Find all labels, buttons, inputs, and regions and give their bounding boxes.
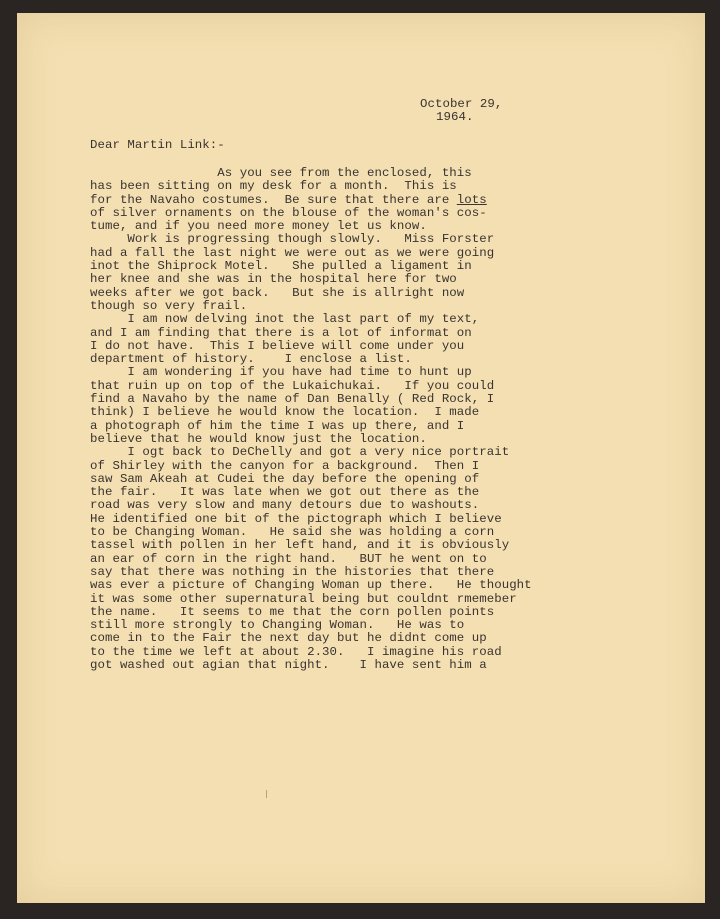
body-line: a photograph of him the time I was up there, and I (90, 418, 465, 433)
typewritten-letter (17, 13, 705, 903)
date-line-2: 1964. (436, 110, 474, 125)
body-line: that ruin up on top of the Lukaichukai. If you could (90, 378, 495, 393)
body-line: inot the Shiprock Motel. She pulled a ligament in (90, 259, 472, 274)
letter-page (17, 13, 705, 903)
body-line: I ogt back to DeChelly and got a very nice portrait (90, 445, 510, 460)
body-line: to the time we left at about 2.30. I imagine his road (90, 644, 502, 659)
body-line: has been sitting on my desk for a month. This is (90, 179, 457, 194)
body-line: though so very frail. (90, 298, 248, 313)
letter-body (90, 167, 700, 672)
body-line: Work is progressing though slowly. Miss Forster (90, 232, 495, 247)
body-line: for the Navaho costumes. Be sure that there are lots (90, 192, 487, 207)
body-line: still more strongly to Changing Woman. He was to (90, 618, 465, 633)
body-line: of silver ornaments on the blouse of the woman's cos- (90, 205, 487, 220)
body-line: say that there was nothing in the histories that there (90, 564, 495, 579)
body-line: the name. It seems to me that the corn pollen points (90, 604, 495, 619)
letter-date (420, 98, 502, 125)
body-line: saw Sam Akeah at Cudei the day before the opening of (90, 471, 480, 486)
body-line: tume, and if you need more money let us know. (90, 219, 427, 234)
body-line: the fair. It was late when we got out there as the (90, 485, 480, 500)
body-line: weeks after we got back. But she is allright now (90, 285, 465, 300)
body-line: believe that he would know just the location. (90, 431, 427, 446)
body-line: it was some other supernatural being but couldnt rmemeber (90, 591, 517, 606)
body-line: road was very slow and many detours due to washouts. (90, 498, 480, 513)
body-line: tassel with pollen in her left hand, and it is obviously (90, 538, 510, 553)
body-line: was ever a picture of Changing Woman up there. He thought (90, 578, 532, 593)
body-line: her knee and she was in the hospital here for two (90, 272, 457, 287)
paper-mark (266, 790, 267, 798)
body-line: He identified one bit of the pictograph which I believe (90, 511, 502, 526)
body-line: to be Changing Woman. He said she was holding a corn (90, 525, 495, 540)
body-line: had a fall the last night we were out as we were going (90, 245, 495, 260)
body-line: I am wondering if you have had time to hunt up (90, 365, 472, 380)
body-line: I do not have. This I believe will come under you (90, 338, 465, 353)
underlined-word: lots (456, 192, 487, 207)
body-line: and I am finding that there is a lot of informat on (90, 325, 472, 340)
body-line: an ear of corn in the right hand. BUT he went on to (90, 551, 487, 566)
body-line: of Shirley with the canyon for a background. Then I (90, 458, 480, 473)
date-line-1: October 29, (420, 97, 503, 111)
body-line: department of history. I enclose a list. (90, 352, 412, 367)
body-line: I am now delving inot the last part of my text, (90, 312, 480, 327)
salutation: Dear Martin Link:- (90, 138, 225, 152)
body-line: find a Navaho by the name of Dan Benally ( Red Rock, I (90, 392, 495, 407)
body-line: As you see from the enclosed, this (90, 166, 472, 180)
body-line: come in to the Fair the next day but he didnt come up (90, 631, 487, 646)
body-line: think) I believe he would know the location. I made (90, 405, 480, 420)
body-line: got washed out agian that night. I have sent him a (90, 657, 487, 672)
